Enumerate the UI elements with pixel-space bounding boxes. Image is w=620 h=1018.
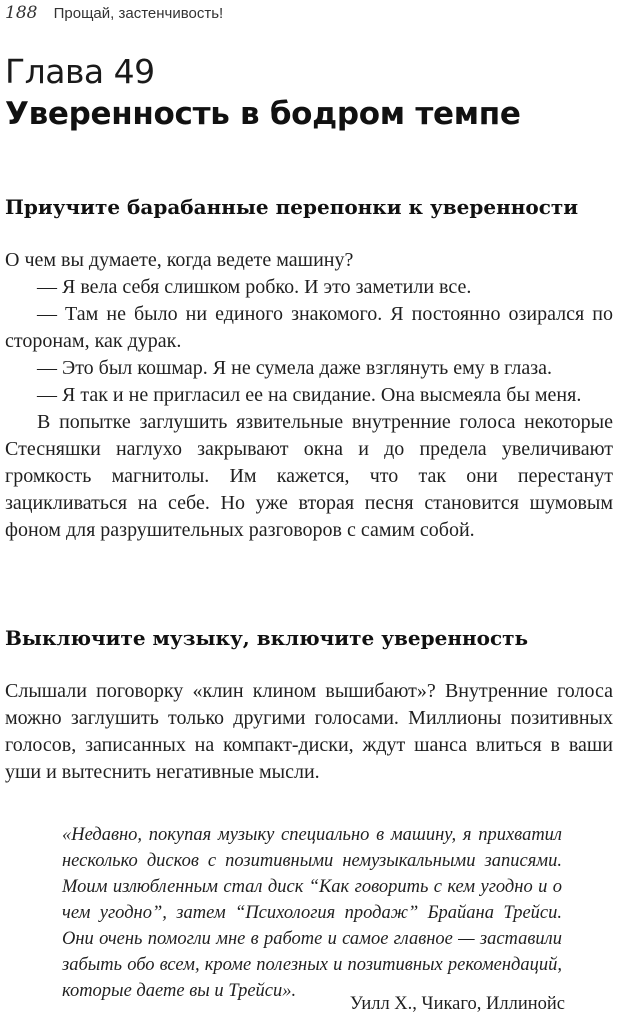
dialogue-line: — Я так и не пригласил ее на свидание. Она высмеяла бы меня.	[37, 384, 582, 406]
quote-signature: Уилл Х., Чикаго, Иллинойс	[349, 994, 565, 1014]
chapter-title: Уверенность в бодром темпе	[5, 96, 521, 132]
dialogue-line: — Я вела себя слишком робко. И это заметили все.	[37, 276, 472, 298]
section-2-body	[5, 678, 613, 786]
section-1-body	[5, 247, 613, 544]
page-number: 188	[5, 3, 38, 23]
running-title: Прощай, застенчивость!	[53, 5, 224, 22]
running-header	[5, 3, 223, 23]
dialogue-line: — Это был кошмар. Я не сумела даже взглянуть ему в глаза.	[37, 357, 552, 379]
section-heading-1: Приучите барабанные перепонки к уверенности	[5, 195, 579, 219]
chapter-label: Глава 49	[5, 52, 155, 91]
paragraph: Слышали поговорку «клин клином вышибают»? Внутренние голоса можно заглушить только другими голосами. Миллионы позитивных голосов, записанных на компакт-диски, ждут шанса влиться в ваши уши и вытеснить негативные мысли.	[5, 680, 613, 783]
paragraph: О чем вы думаете, когда ведете машину?	[5, 249, 354, 271]
testimonial-quote: «Недавно, покупая музыку специально в машину, я прихватил несколько дисков с позитивными немузыкальными записями. Моим излюбленным стал диск “Как говорить с кем угодно и о чем угодно”, затем “Психология продаж” Брайана Трейси. Они очень помогли мне в работе и самое главное — заставили забыть обо всем, кроме полезных и позитивных рекомендаций, которые даете вы и Трейси».	[62, 825, 562, 1001]
section-heading-2: Выключите музыку, включите уверенность	[5, 626, 529, 650]
dialogue-line: — Там не было ни единого знакомого. Я постоянно озирался по сторонам, как дурак.	[5, 303, 613, 352]
paragraph: В попытке заглушить язвительные внутренние голоса некоторые Стесняшки наглухо закрывают окна и до предела увеличивают громкость магнитолы. Им кажется, что так они перестанут зацикливаться на себе. Но уже вторая песня становится шумовым фоном для разрушительных разговоров с самим собой.	[5, 411, 613, 541]
